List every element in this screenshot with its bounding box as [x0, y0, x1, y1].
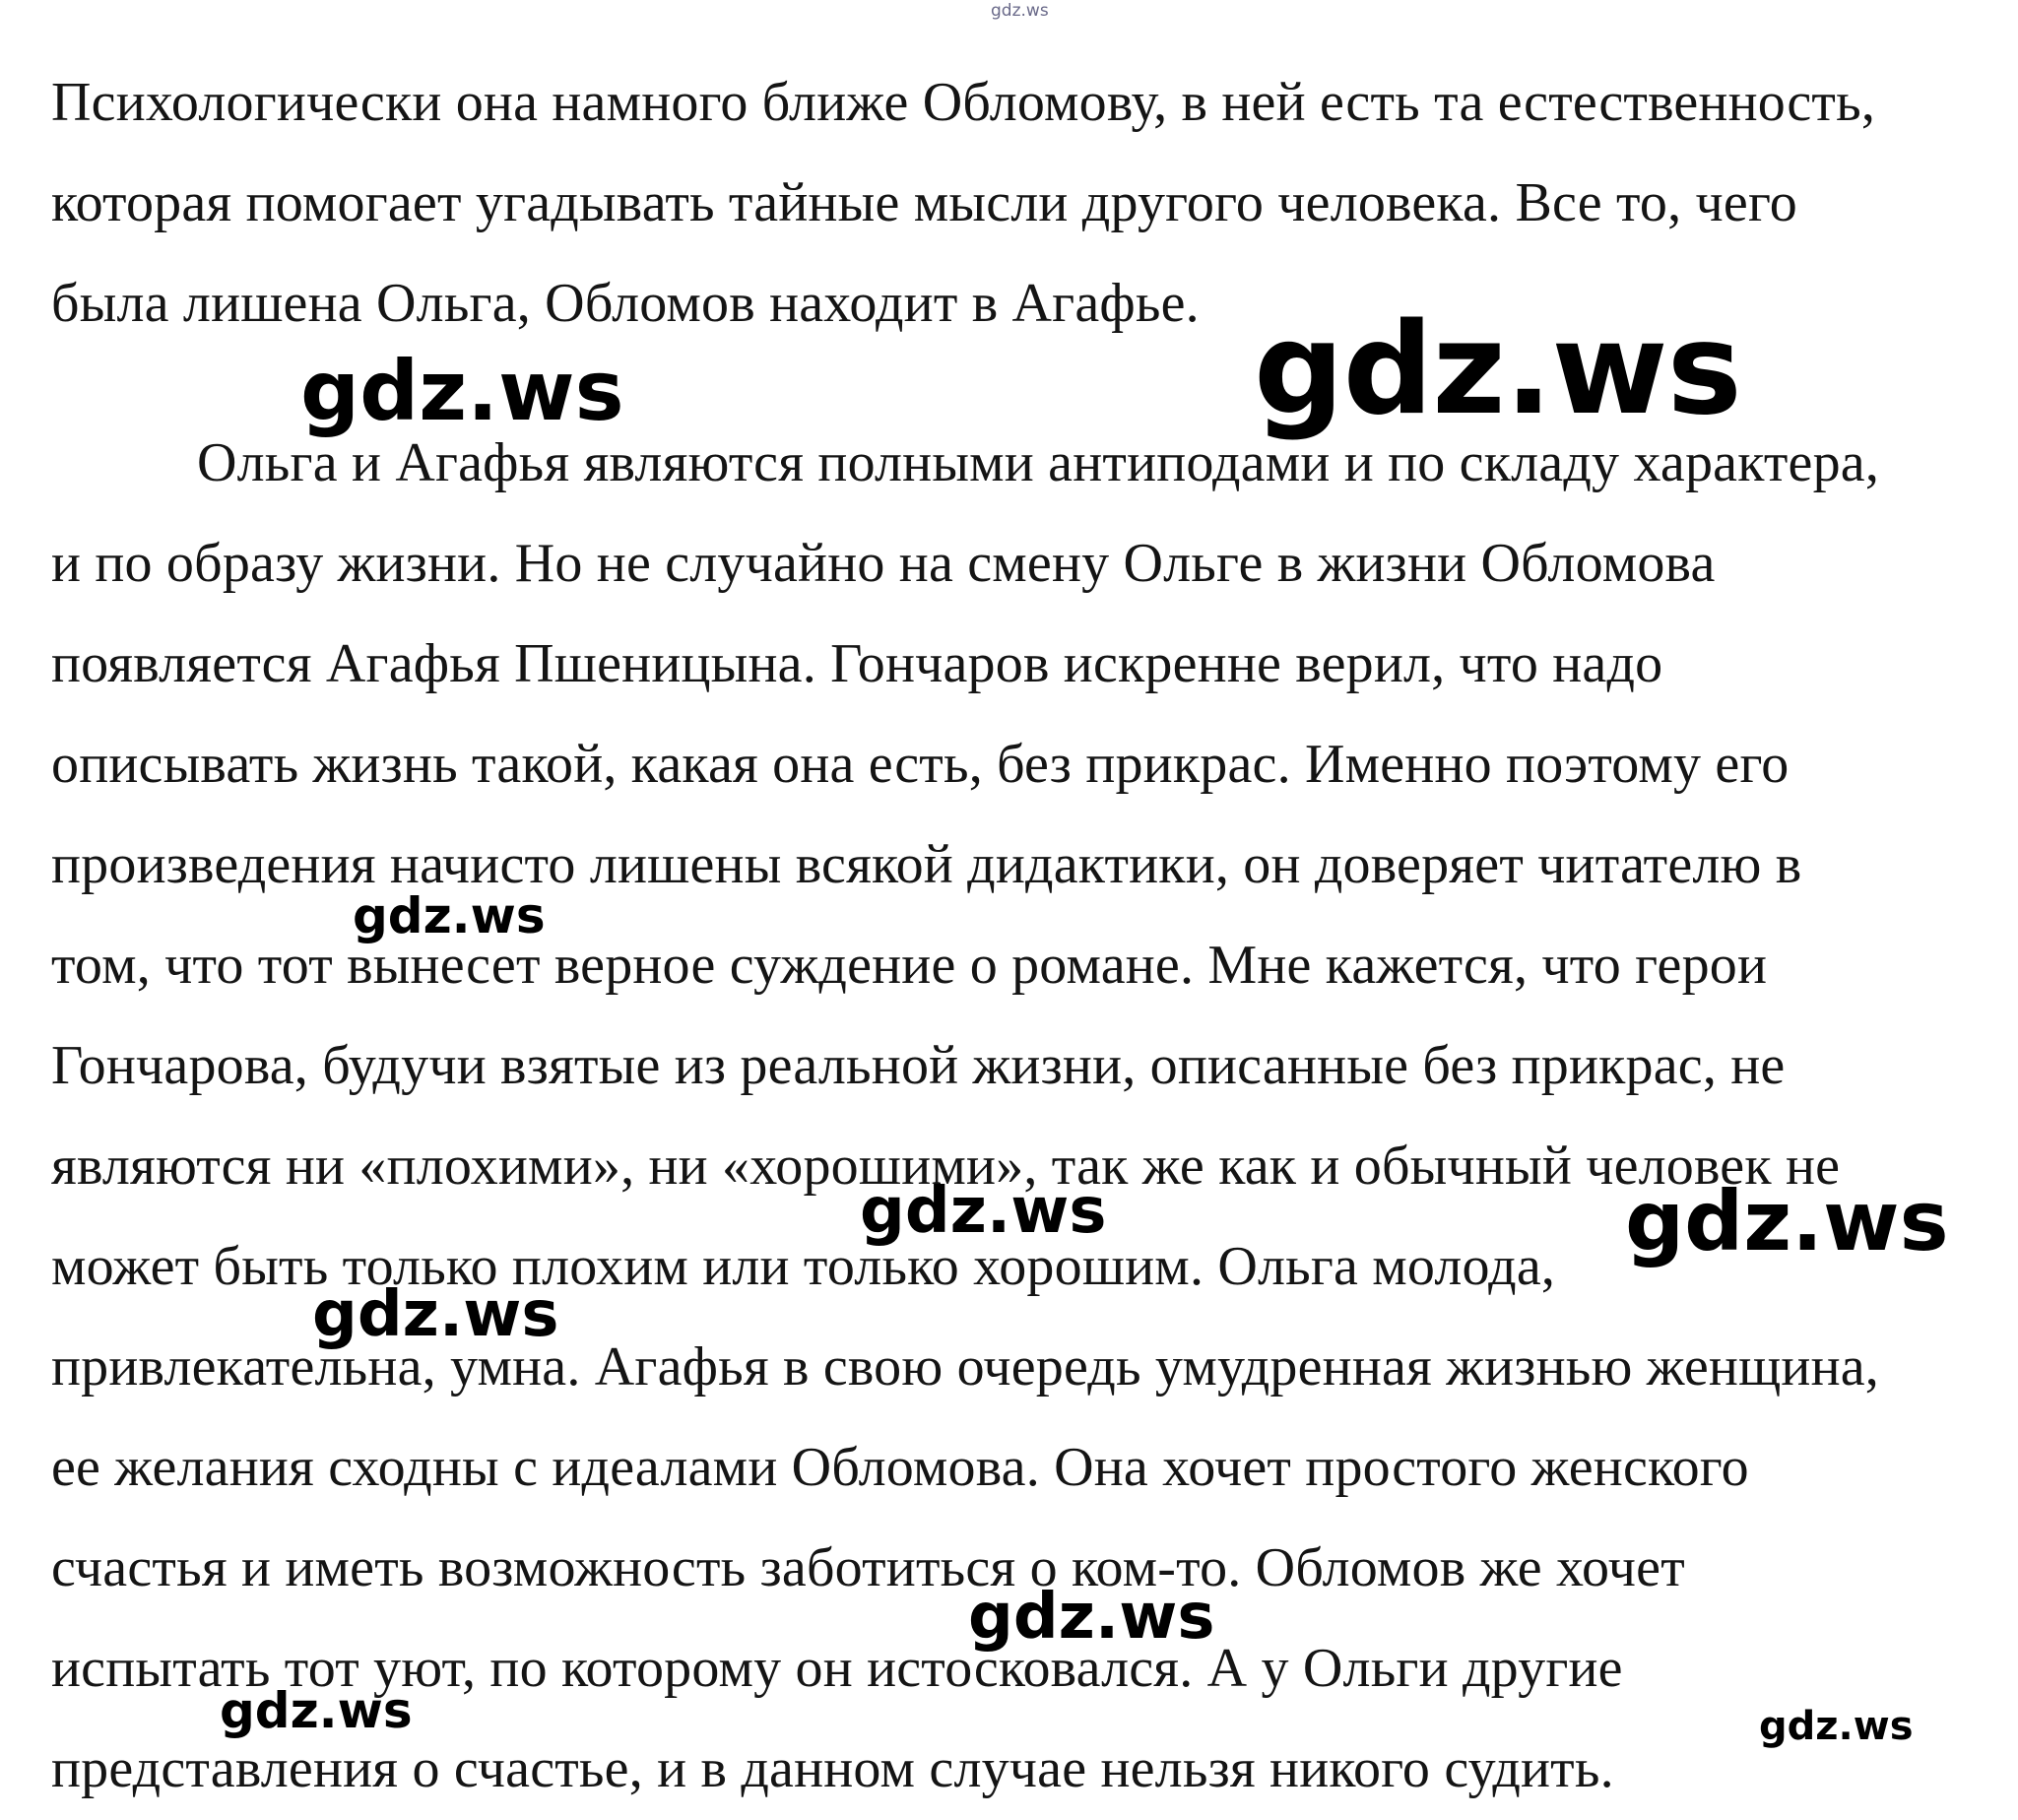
text-line-12: может быть только плохим или только хорошим. Ольга молода, [51, 1236, 1556, 1297]
watermark-top-tiny: gdz.ws [991, 1, 1049, 21]
watermark-lower-center: gdz.ws [968, 1581, 1215, 1654]
text-line-10: Гончарова, будучи взятые из реальной жизни, описанные без прикрас, не [51, 1035, 1786, 1096]
watermark-center: gdz.ws [860, 1175, 1107, 1248]
text-line-17: представления о счастье, и в данном случае нельзя никого судить. [51, 1738, 1614, 1799]
watermark-bottom-right: gdz.ws [1759, 1704, 1914, 1749]
watermark-lower-left: gdz.ws [312, 1278, 559, 1351]
text-line-1: Психологически она намного ближе Обломову, в ней есть та естественность, [51, 72, 1876, 133]
text-line-7: описывать жизнь такой, какая она есть, без прикрас. Именно поэтому его [51, 734, 1790, 795]
watermark-middle-left: gdz.ws [353, 887, 546, 944]
text-line-8: произведения начисто лишены всякой дидактики, он доверяет читателю в [51, 834, 1802, 895]
watermark-upper-right-large: gdz.ws [1254, 296, 1741, 443]
text-line-15: счастья и иметь возможность заботиться о ком-то. Обломов же хочет [51, 1537, 1685, 1598]
text-line-9: том, что тот вынесет верное суждение о романе. Мне кажется, что герои [51, 935, 1768, 996]
text-line-6: появляется Агафья Пшеницына. Гончаров искренне верил, что надо [51, 633, 1663, 694]
watermark-upper-left: gdz.ws [300, 343, 624, 439]
text-line-14: ее желания сходны с идеалами Обломова. Она хочет простого женского [51, 1437, 1749, 1498]
text-line-5: и по образу жизни. Но не случайно на смену Ольге в жизни Обломова [51, 533, 1716, 594]
text-line-4: Ольга и Агафья являются полными антиподами и по складу характера, [197, 432, 1880, 493]
text-line-13: привлекательна, умна. Агафья в свою очередь умудренная жизнью женщина, [51, 1336, 1880, 1398]
text-line-16: испытать тот уют, по которому он истосковался. А у Ольги другие [51, 1638, 1623, 1699]
watermark-right: gdz.ws [1625, 1173, 1949, 1269]
watermark-bottom-left: gdz.ws [220, 1682, 413, 1739]
text-line-11: являются ни «плохими», ни «хорошими», так же как и обычный человек не [51, 1136, 1841, 1197]
text-line-3: была лишена Ольга, Обломов находит в Агафье. [51, 273, 1200, 334]
text-line-2: которая помогает угадывать тайные мысли другого человека. Все то, чего [51, 172, 1797, 233]
